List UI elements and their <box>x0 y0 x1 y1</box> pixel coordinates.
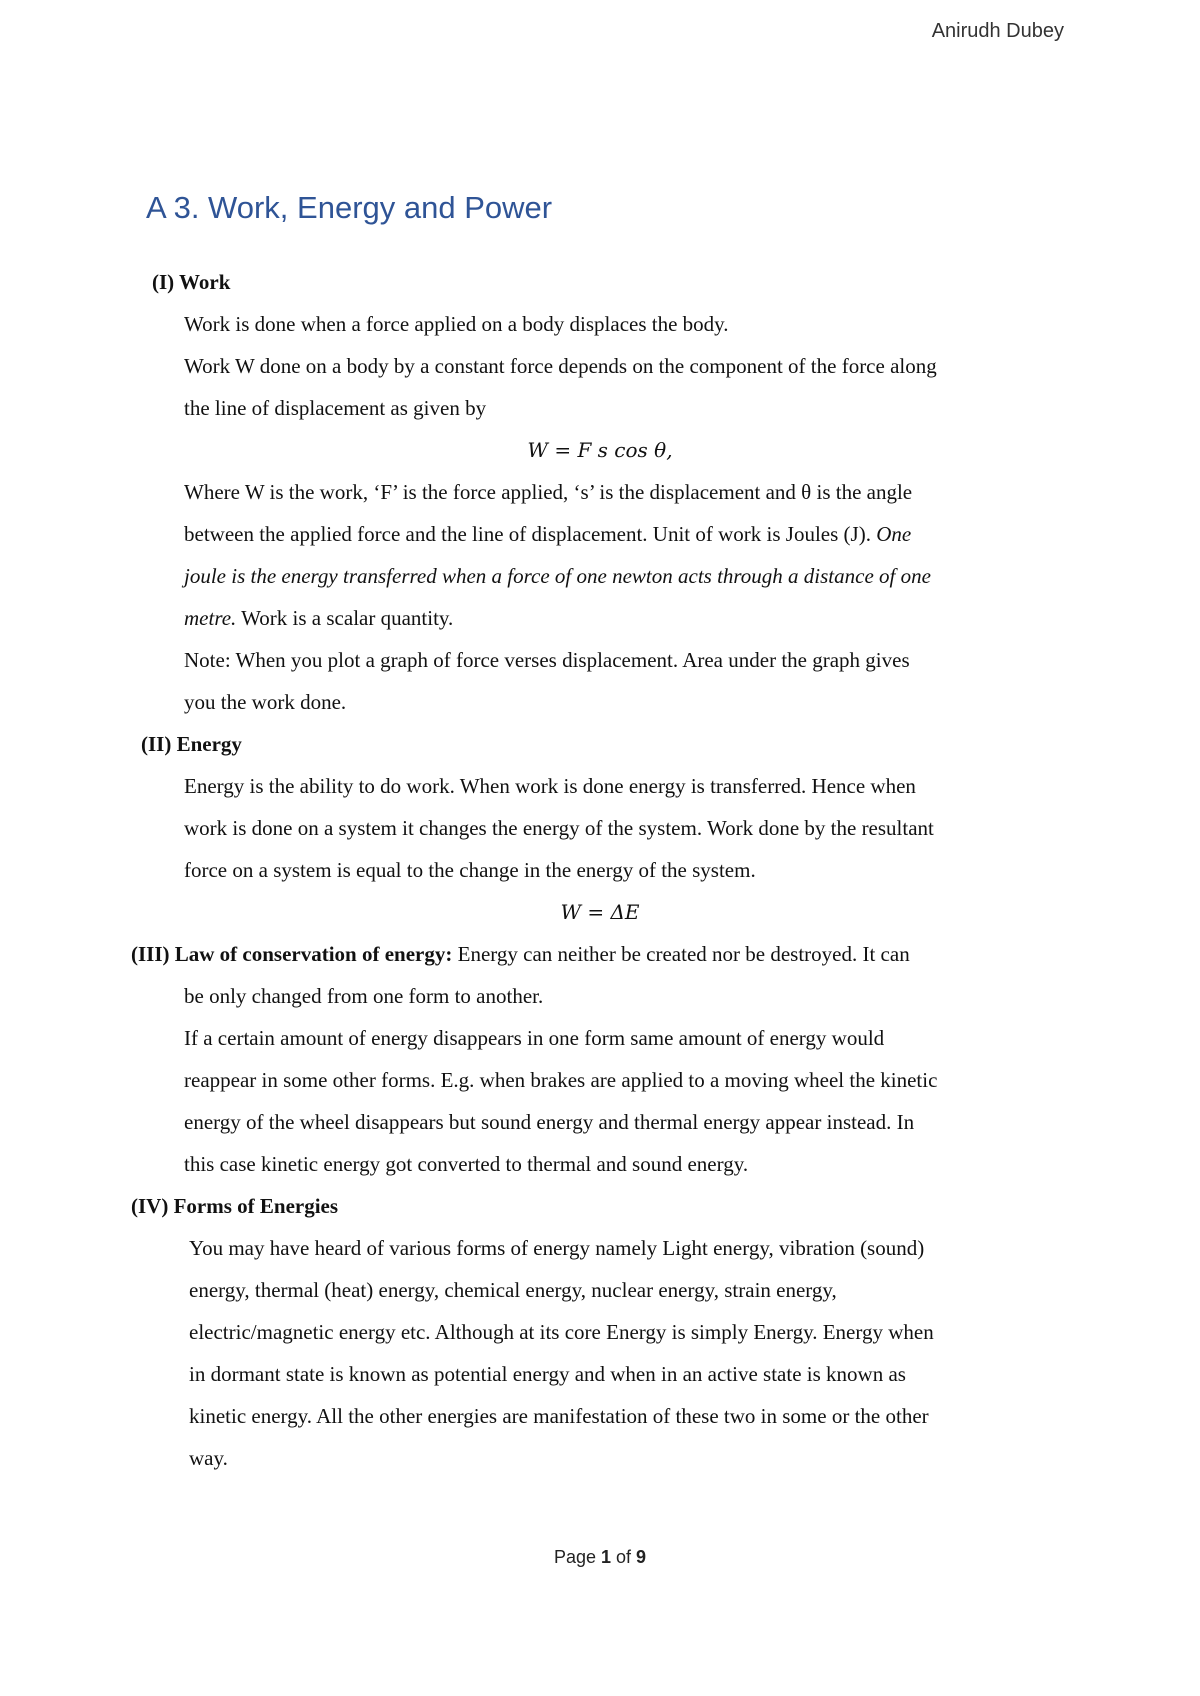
paragraph-line: the line of displacement as given by <box>184 396 487 420</box>
paragraph-line: Work is done when a force applied on a body displaces the body. <box>184 312 729 336</box>
paragraph-line: work is done on a system it changes the energy of the system. Work done by the resultant <box>184 816 934 840</box>
paragraph-line <box>184 522 911 547</box>
text-run: between the applied force and the line of displacement. Unit of work is Joules (J). <box>184 522 877 546</box>
section-heading-conservation: (III) Law of conservation of energy: <box>131 942 453 966</box>
text-run: Work is a scalar quantity. <box>236 606 454 630</box>
text-run-italic: One <box>876 522 912 546</box>
paragraph-line: Energy is the ability to do work. When work is done energy is transferred. Hence when <box>184 774 916 798</box>
paragraph-line: you the work done. <box>184 690 347 714</box>
paragraph-line-italic: joule is the energy transferred when a force of one newton acts through a distance of one <box>184 564 931 588</box>
paragraph-line: Where W is the work, ‘F’ is the force applied, ‘s’ is the displacement and θ is the angle <box>184 480 913 504</box>
paragraph-line: way. <box>189 1446 228 1470</box>
header-author: Anirudh Dubey <box>931 20 1064 42</box>
paragraph-line: reappear in some other forms. E.g. when brakes are applied to a moving wheel the kinetic <box>184 1068 938 1092</box>
paragraph-line: energy, thermal (heat) energy, chemical energy, nuclear energy, strain energy, <box>189 1278 837 1302</box>
paragraph-line: Note: When you plot a graph of force verses displacement. Area under the graph gives <box>184 648 910 672</box>
section-heading-work: (I) Work <box>152 270 231 294</box>
formula-work: W = F s cos θ, <box>527 438 673 462</box>
page-number: 1 <box>601 1547 612 1567</box>
paragraph-line: energy of the wheel disappears but sound energy and thermal energy appear instead. In <box>184 1110 915 1134</box>
paragraph-line: in dormant state is known as potential energy and when in an active state is known as <box>189 1362 906 1386</box>
paragraph-line <box>184 606 453 631</box>
paragraph-line <box>131 942 910 967</box>
section-heading-energy: (II) Energy <box>141 732 242 756</box>
paragraph-line: force on a system is equal to the change in the energy of the system. <box>184 858 756 882</box>
page-total: 9 <box>636 1547 647 1567</box>
paragraph-line: this case kinetic energy got converted to thermal and sound energy. <box>184 1152 749 1176</box>
paragraph-line: If a certain amount of energy disappears in one form same amount of energy would <box>184 1026 885 1050</box>
section-heading-forms: (IV) Forms of Energies <box>131 1194 339 1218</box>
paragraph-line: electric/magnetic energy etc. Although at its core Energy is simply Energy. Energy when <box>189 1320 934 1344</box>
paragraph-line: Work W done on a body by a constant force depends on the component of the force along <box>184 354 937 378</box>
text-run: Energy can neither be created nor be destroyed. It can <box>452 942 910 966</box>
text-run-italic: metre. <box>184 606 237 630</box>
page-footer <box>0 1547 1200 1568</box>
paragraph-line: kinetic energy. All the other energies are manifestation of these two in some or the other <box>189 1404 929 1428</box>
formula-energy: W = ΔE <box>560 900 640 924</box>
paragraph-line: You may have heard of various forms of energy namely Light energy, vibration (sound) <box>189 1236 925 1260</box>
footer-prefix: Page <box>553 1547 601 1567</box>
page-title: A 3. Work, Energy and Power <box>146 190 553 225</box>
footer-of: of <box>611 1547 637 1567</box>
paragraph-line: be only changed from one form to another. <box>184 984 544 1008</box>
